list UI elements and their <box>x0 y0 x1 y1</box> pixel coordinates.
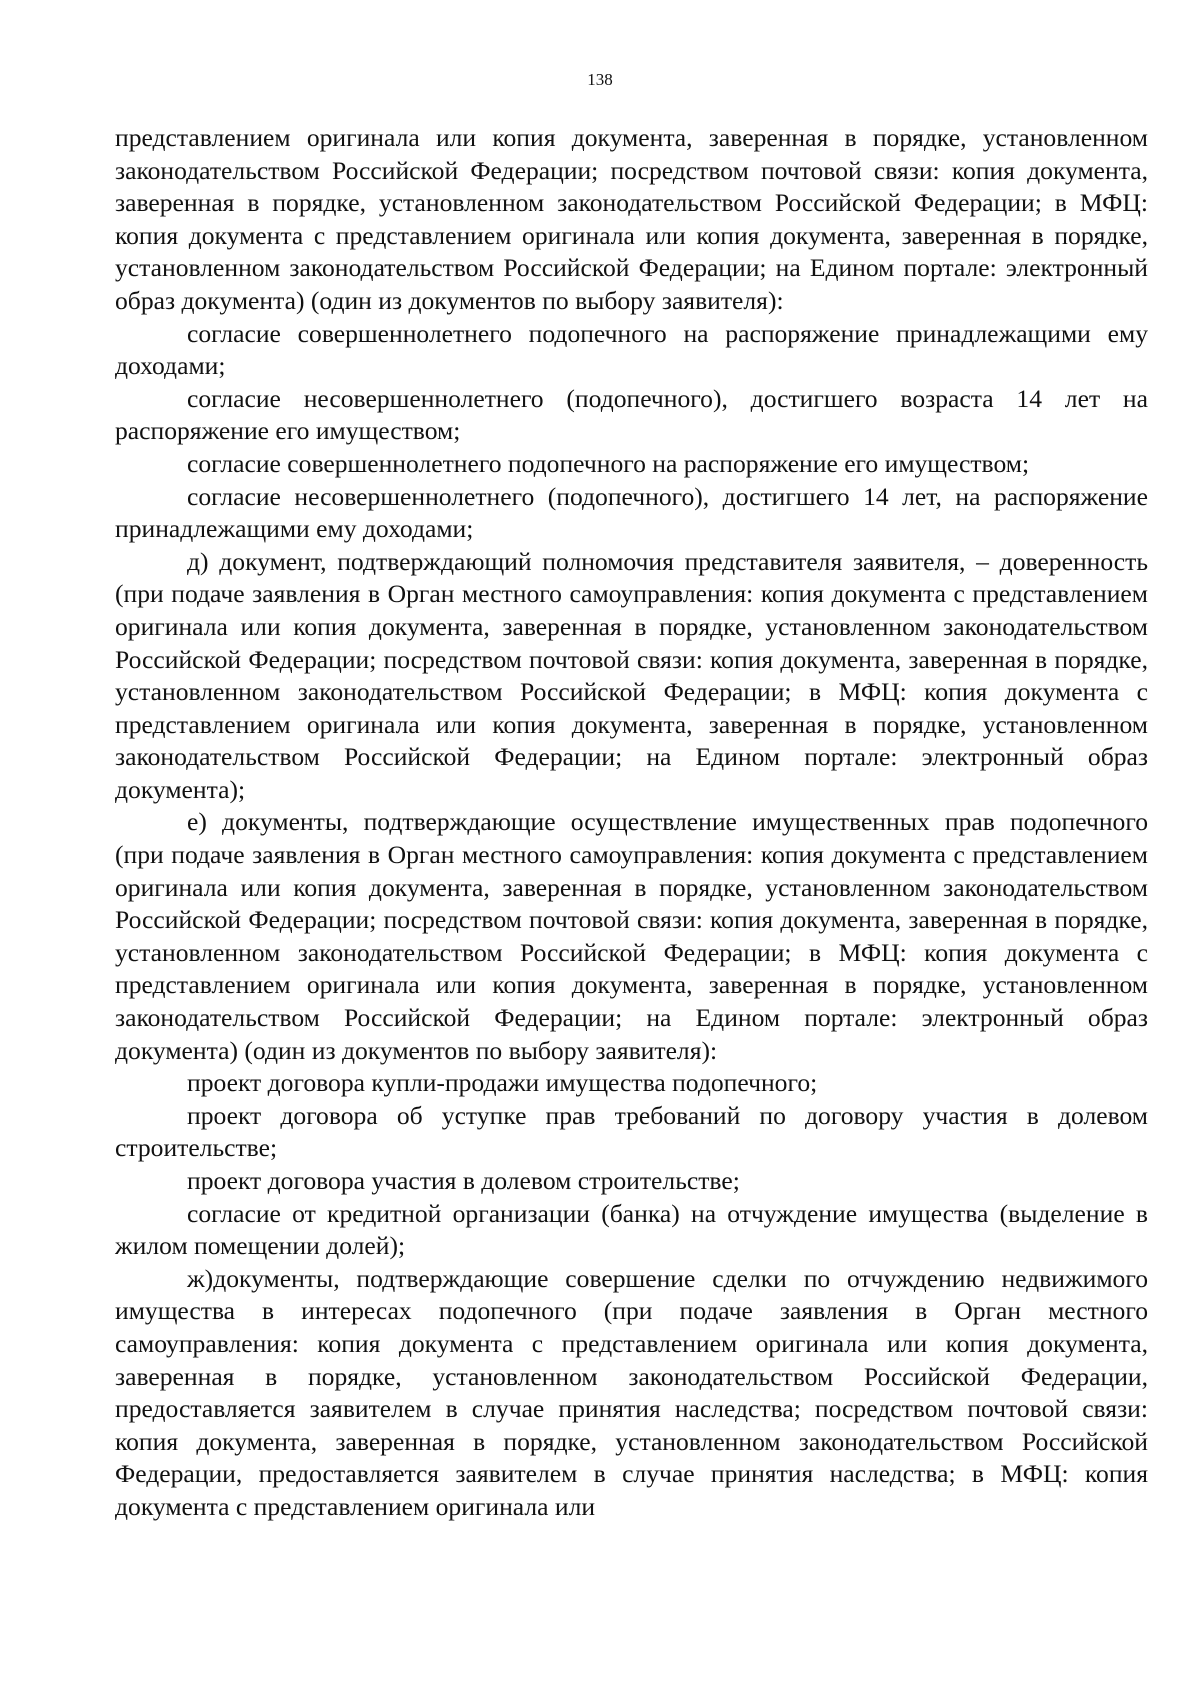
paragraph: проект договора об уступке прав требований по договору участия в долевом строительстве; <box>115 1100 1148 1163</box>
paragraph: ж)документы, подтверждающие совершение сделки по отчуждению недвижимого имущества в интересах подопечного (при подаче заявления в Орган местного самоуправления: копия документа с представлением оригинала или копия документа, заверенная в порядке, установленном законодательством Российской Федерации, предоставляется заявителем в случае принятия наследства; посредством почтовой связи: копия документа, заверенная в порядке, установленном законодательством Российской Федерации, предоставляется заявителем в случае принятия наследства; в МФЦ: копия документа с представлением оригинала или <box>115 1263 1148 1521</box>
paragraph: согласие несовершеннолетнего (подопечного), достигшего возраста 14 лет на распоряжение его имуществом; <box>115 383 1148 446</box>
document-body <box>115 122 1148 1524</box>
page-number: 138 <box>587 70 613 89</box>
paragraph: согласие несовершеннолетнего (подопечного), достигшего 14 лет, на распоряжение принадлежащими ему доходами; <box>115 481 1148 544</box>
paragraph: согласие совершеннолетнего подопечного на распоряжение его имуществом; <box>187 448 1030 478</box>
paragraph: согласие от кредитной организации (банка) на отчуждение имущества (выделение в жилом помещении долей); <box>115 1198 1148 1261</box>
paragraph: д) документ, подтверждающий полномочия представителя заявителя, – доверенность (при подаче заявления в Орган местного самоуправления: копия документа с представлением оригинала или копия документа, заверенная в порядке, установленном законодательством Российской Федерации; посредством почтовой связи: копия документа, заверенная в порядке, установленном законодательством Российской Федерации; в МФЦ: копия документа с представлением оригинала или копия документа, заверенная в порядке, установленном законодательством Российской Федерации; на Едином портале: электронный образ документа); <box>115 546 1148 804</box>
paragraph: проект договора купли-продажи имущества подопечного; <box>187 1068 818 1098</box>
paragraph: проект договора участия в долевом строительстве; <box>187 1166 740 1195</box>
paragraph: е) документы, подтверждающие осуществление имущественных прав подопечного (при подаче заявления в Орган местного самоуправления: копия документа с представлением оригинала или копия документа, заверенная в порядке, установленном законодательством Российской Федерации; посредством почтовой связи: копия документа, заверенная в порядке, установленном законодательством Российской Федерации; в МФЦ: копия документа с представлением оригинала или копия документа, заверенная в порядке, установленном законодательством Российской Федерации; на Едином портале: электронный образ документа) (один из документов по выбору заявителя): <box>115 807 1148 1065</box>
paragraph: представлением оригинала или копия документа, заверенная в порядке, установленном законодательством Российской Федерации; посредством почтовой связи: копия документа, заверенная в порядке, установленном законодательством Российской Федерации; в МФЦ: копия документа с представлением оригинала или копия документа, заверенная в порядке, установленном законодательством Российской Федерации; на Едином портале: электронный образ документа) (один из документов по выбору заявителя): <box>115 123 1148 315</box>
paragraph: согласие совершеннолетнего подопечного на распоряжение принадлежащими ему доходами; <box>115 318 1148 381</box>
